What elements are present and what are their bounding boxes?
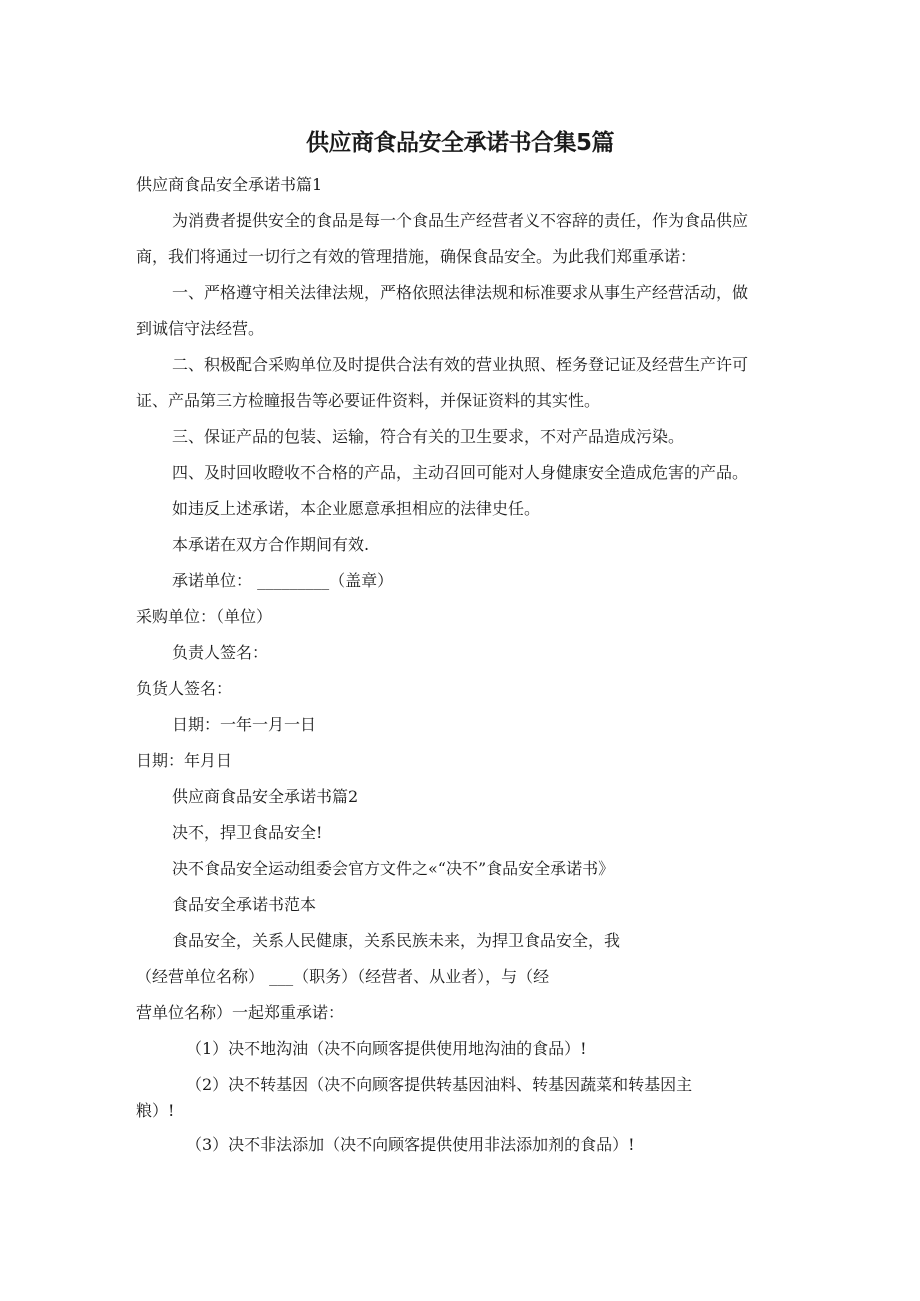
paragraph-line: 决不，捍卫食品安全! (172, 823, 323, 842)
signature-line: 采购单位：（单位） (136, 607, 273, 626)
paragraph-line: 食品安全承诺书范本 (172, 895, 317, 914)
paragraph-line: 到诚信守法经营。 (136, 319, 265, 338)
pledge-item-continuation: 粮）! (136, 1101, 175, 1120)
paragraph-line: 食品安全，关系人民健康，关系民族未来，为捍卫食品安全，我 (172, 931, 621, 950)
paragraph-line: （经营单位名称） ___（职务）（经营者、从业者），与（经 (136, 967, 550, 986)
section-heading-1: 供应商食品安全承诺书篇1 (136, 175, 323, 194)
paragraph-line: 四、及时回收瞪收不合格的产品，主动召回可能对人身健康安全造成危害的产品。 (172, 463, 749, 482)
signature-line: 负货人签名： (136, 679, 233, 698)
paragraph-line: 决不食品安全运动组委会官方文件之«“决不”食品安全承诺书》 (172, 859, 615, 878)
pledge-item: （3）决不非法添加（决不向顾客提供使用非法添加剂的食品）! (186, 1135, 635, 1154)
signature-line: 负责人签名： (172, 643, 269, 662)
paragraph-line: 证、产品第三方检瞳报告等必要证件资料，并保证资料的其实性。 (136, 391, 601, 410)
paragraph-line: 三、保证产品的包装、运输，符合有关的卫生要求，不对产品造成污染。 (172, 427, 685, 446)
paragraph-line: 本承诺在双方合作期间有效. (172, 535, 370, 554)
section-heading-2: 供应商食品安全承诺书篇2 (172, 787, 359, 806)
paragraph-line: 营单位名称）一起郑重承诺： (136, 1003, 345, 1022)
pledge-item: （2）决不转基因（决不向顾客提供转基因油料、转基因蔬菜和转基因主 (186, 1075, 693, 1094)
paragraph-line: 一、严格遵守相关法律法规，严格依照法律法规和标准要求从事生产经营活动，做 (172, 283, 749, 302)
paragraph-line: 为消费者提供安全的食品是每一个食品生产经营者义不容辞的责任，作为食品供应 (172, 211, 749, 230)
date-line: 日期：一年一月一日 (172, 715, 317, 734)
paragraph-line: 二、积极配合采购单位及时提供合法有效的营业执照、桎务登记证及经营生产许可 (172, 355, 749, 374)
paragraph-line: 如违反上述承诺，本企业愿意承担相应的法律史任。 (172, 499, 541, 518)
pledge-item: （1）决不地沟油（决不向顾客提供使用地沟油的食品）! (186, 1039, 587, 1058)
signature-line: 承诺单位： _________（盖章） (172, 571, 394, 590)
date-line: 日期：年月日 (136, 751, 233, 770)
document-title: 供应商食品安全承诺书合集5篇 (305, 130, 614, 156)
paragraph-line: 商，我们将通过一切行之有效的管理措施，确保食品安全。为此我们郑重承诺： (136, 247, 697, 266)
